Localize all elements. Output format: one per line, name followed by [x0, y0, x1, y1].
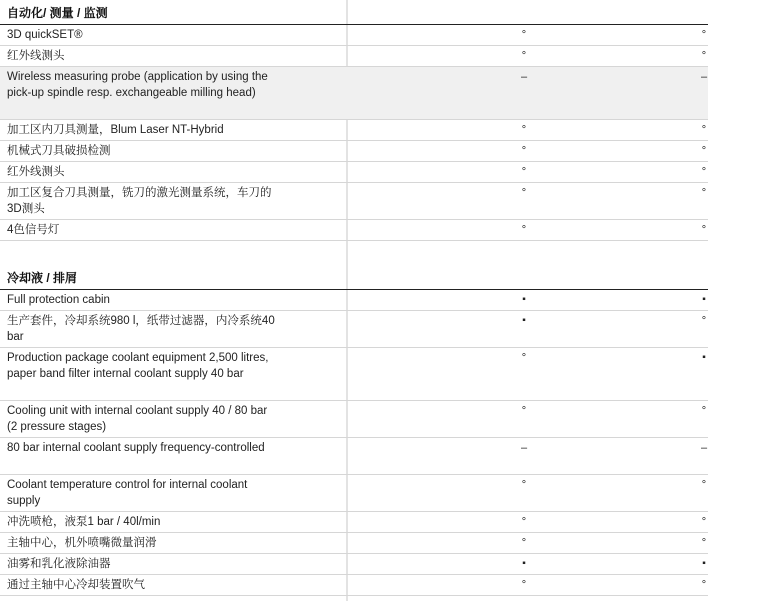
table-row — [0, 475, 708, 512]
table-row — [0, 311, 708, 348]
table-row — [0, 575, 708, 596]
row-label: Wireless measuring probe (application by using the pick-up spindle resp. exchangeable milling head) — [7, 71, 268, 99]
section-spacer — [0, 241, 708, 265]
table-row — [0, 183, 708, 220]
option-mark: ▪ — [522, 315, 526, 326]
option-mark: ° — [521, 145, 527, 157]
option-mark: ▪ — [702, 558, 706, 569]
option-mark: ° — [701, 145, 707, 157]
section-header-coolant — [0, 265, 708, 290]
option-mark: ▪ — [522, 558, 526, 569]
table-row — [0, 220, 708, 241]
option-mark: ° — [701, 315, 707, 327]
option-mark: ° — [701, 29, 707, 41]
row-label: 油雾和乳化液除油器 — [7, 558, 111, 570]
row-label: 红外线测头 — [7, 50, 65, 62]
table-row — [0, 290, 708, 311]
row-label: Coolant temperature control for internal coolant supply — [7, 479, 248, 507]
row-label: 加工区复合刀具测量，铣刀的激光测量系统，车刀的3D测头 — [7, 187, 272, 215]
option-mark: ▪ — [522, 294, 526, 305]
option-mark: ° — [521, 479, 527, 491]
option-mark: ° — [701, 479, 707, 491]
option-mark: ° — [521, 516, 527, 528]
table-row — [0, 67, 708, 120]
row-label: Cooling unit with internal coolant supply 40 / 80 bar (2 pressure stages) — [7, 405, 268, 433]
table-row — [0, 120, 708, 141]
row-label: 冲洗喷枪，液泵1 bar / 40l/min — [7, 516, 161, 528]
row-label: 3D quickSET® — [7, 29, 83, 41]
row-label: 4色信号灯 — [7, 224, 60, 236]
option-mark: – — [520, 71, 528, 83]
option-mark: ° — [521, 50, 527, 62]
option-mark: ▪ — [702, 294, 706, 305]
option-mark: ° — [521, 124, 527, 136]
option-mark: ° — [521, 405, 527, 417]
table-row — [0, 348, 708, 401]
option-mark: ° — [701, 187, 707, 199]
section-title: 冷却液 / 排屑 — [7, 271, 78, 285]
row-label: 通过主轴中心冷却装置吹气 — [7, 579, 145, 591]
row-label: 加工区内刀具测量，Blum Laser NT-Hybrid — [7, 124, 224, 136]
option-mark: ° — [701, 50, 707, 62]
option-mark: ° — [701, 537, 707, 549]
row-label: 主轴中心，机外喷嘴微量润滑 — [7, 537, 157, 549]
section-title: 自动化/ 测量 / 监测 — [7, 6, 108, 20]
option-mark: ° — [701, 124, 707, 136]
option-mark: ° — [701, 224, 707, 236]
row-label: 红外线测头 — [7, 166, 65, 178]
option-mark: ° — [701, 516, 707, 528]
table-row — [0, 554, 708, 575]
table-row — [0, 141, 708, 162]
option-mark: ° — [521, 352, 527, 364]
table-row — [0, 438, 708, 475]
option-mark: ° — [521, 537, 527, 549]
row-label: Full protection cabin — [7, 294, 110, 306]
table-row — [0, 25, 708, 46]
option-mark: ▪ — [702, 352, 706, 363]
option-mark: ° — [701, 579, 707, 591]
option-mark: ° — [701, 166, 707, 178]
option-mark: ° — [521, 187, 527, 199]
option-mark: ° — [521, 29, 527, 41]
table-row — [0, 512, 708, 533]
option-mark: – — [700, 442, 708, 454]
row-label: 生产套件，冷却系统980 l，纸带过滤器，内冷系统40 bar — [7, 315, 275, 343]
option-mark: ° — [521, 579, 527, 591]
option-mark: – — [700, 71, 708, 83]
table-row — [0, 533, 708, 554]
option-mark: ° — [701, 405, 707, 417]
option-mark: ° — [521, 166, 527, 178]
table-row — [0, 162, 708, 183]
table-row — [0, 401, 708, 438]
row-label: 机械式刀具破损检测 — [7, 145, 111, 157]
table-row — [0, 46, 708, 67]
option-mark: ° — [521, 224, 527, 236]
section-header-automation — [0, 0, 708, 25]
row-label: Production package coolant equipment 2,500 litres, paper band filter internal coolant supply 40 bar — [7, 352, 269, 380]
row-label: 80 bar internal coolant supply frequency-controlled — [7, 442, 265, 454]
option-mark: – — [520, 442, 528, 454]
